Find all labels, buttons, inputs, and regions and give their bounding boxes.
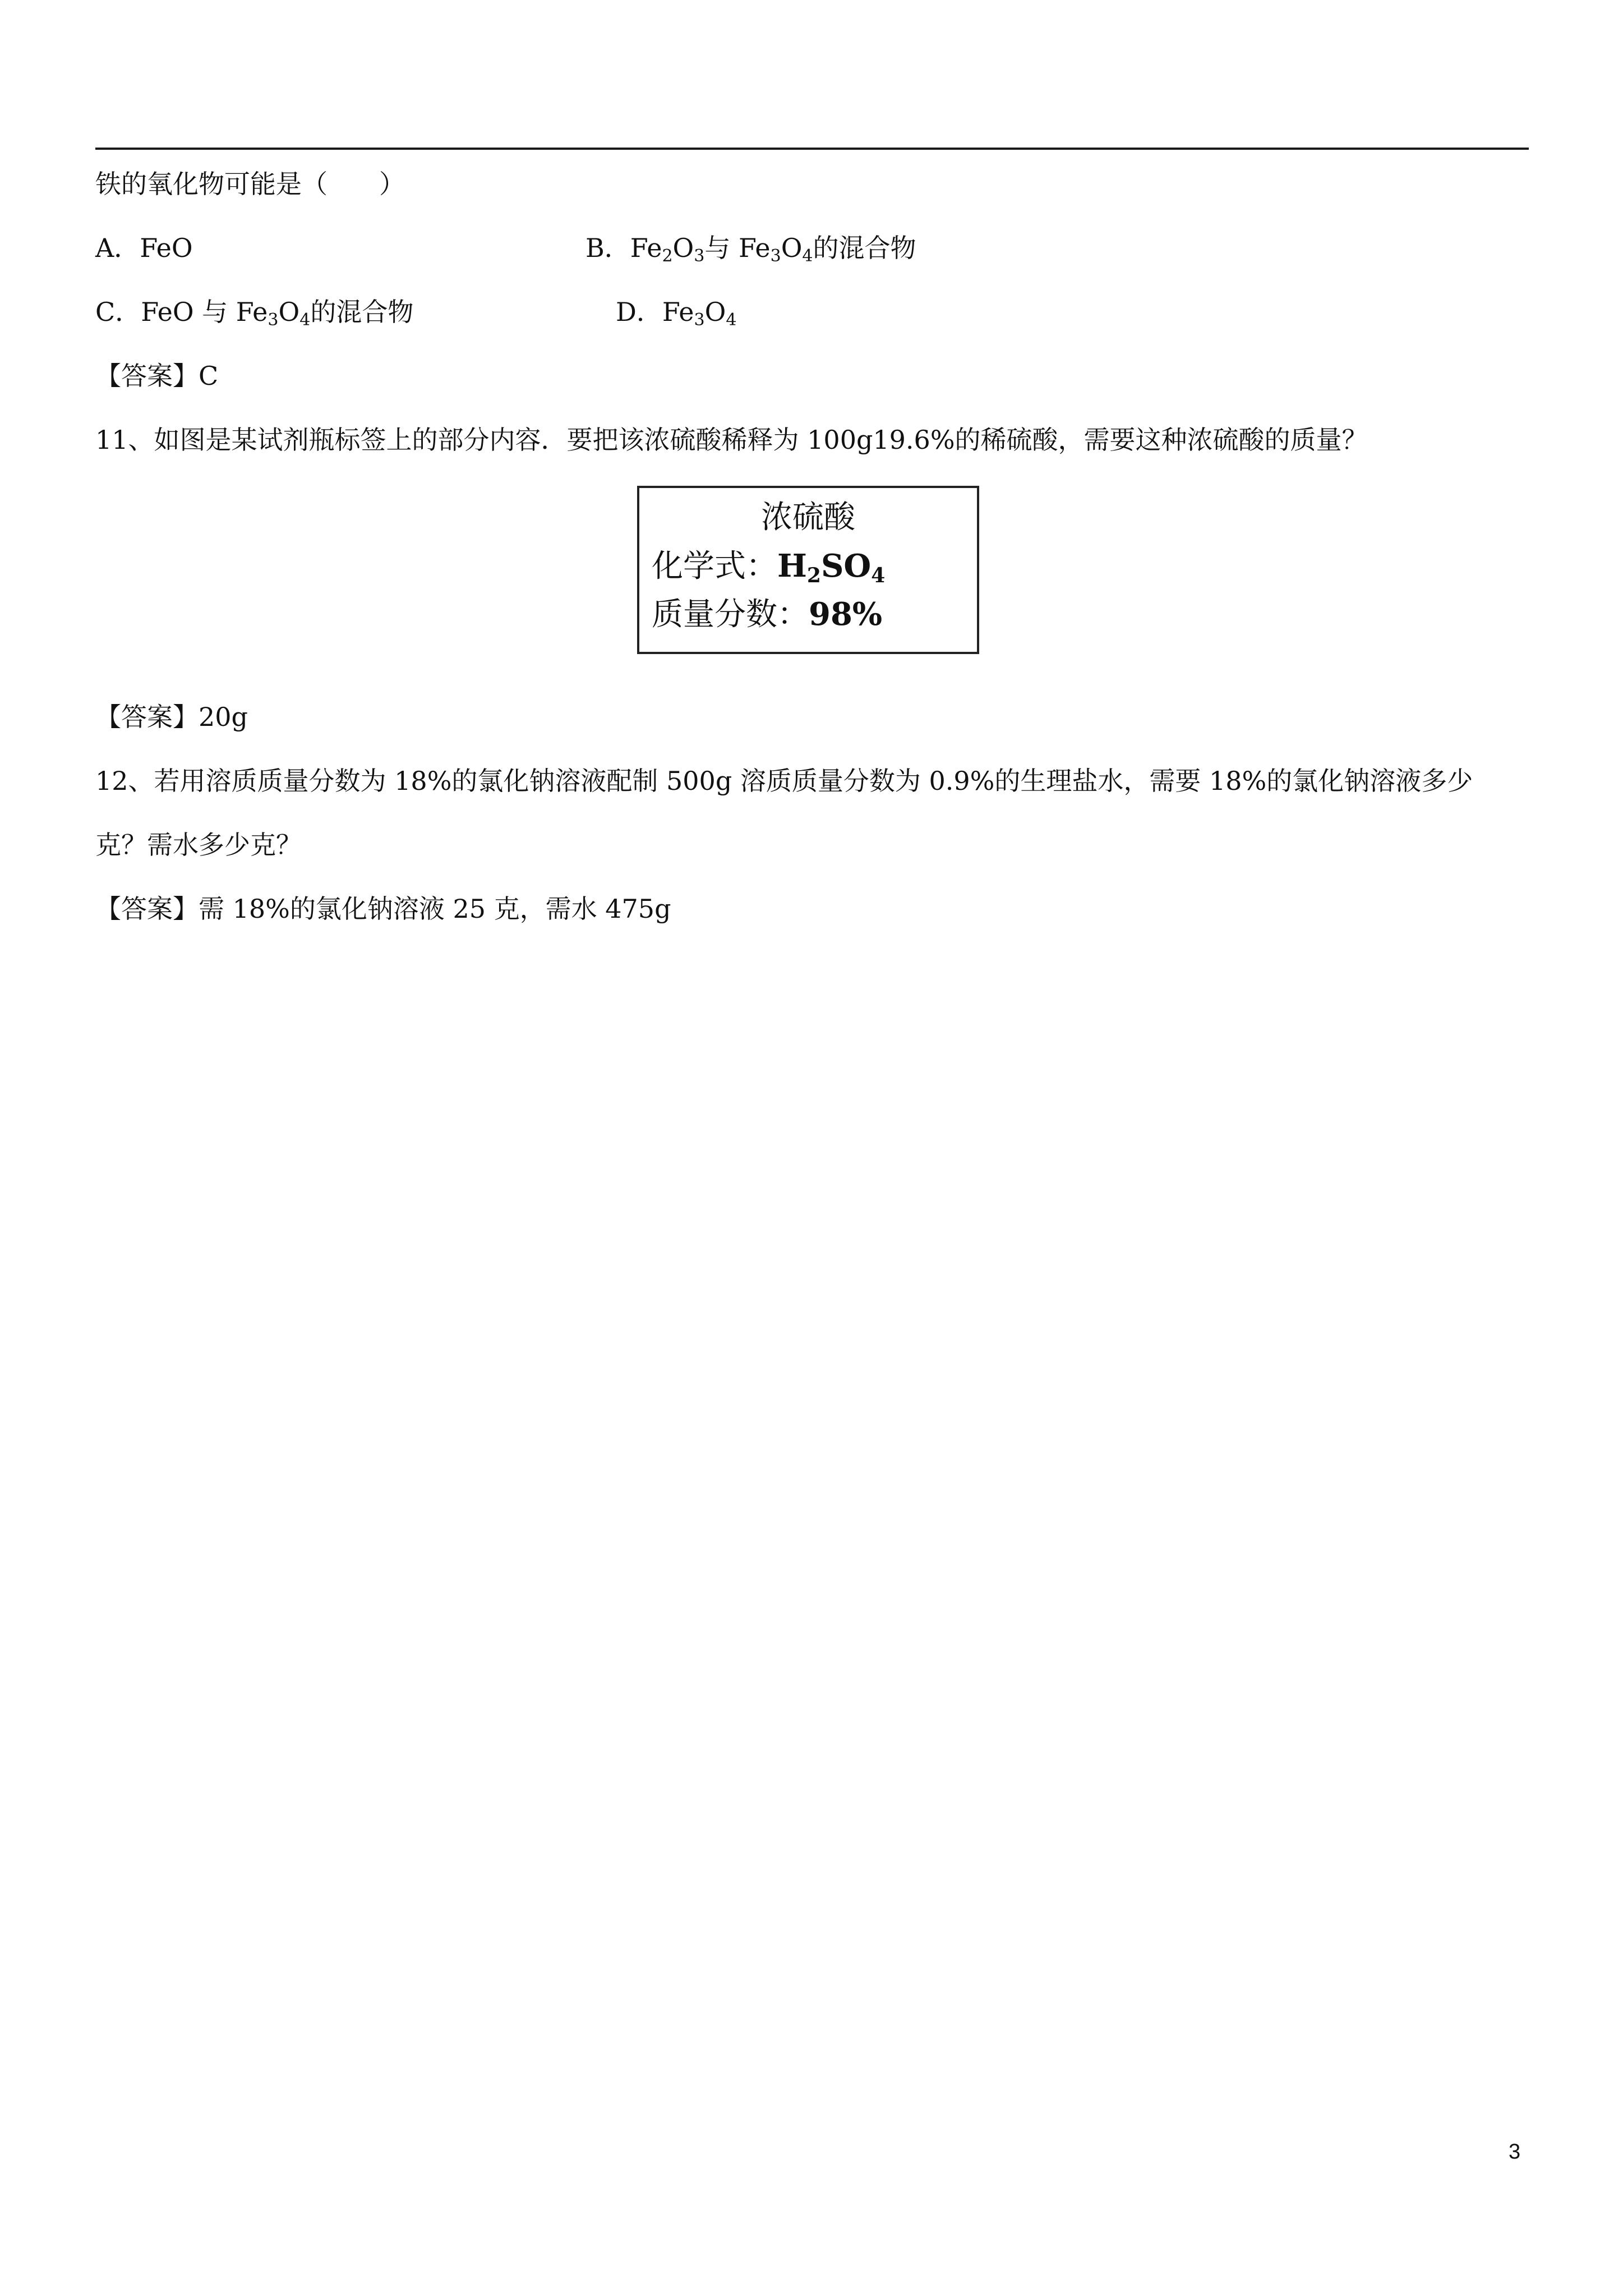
label-formula: $H_2SO_4$ (777, 547, 886, 587)
q12-answer: 【答案】需 18%的氯化钠溶液 25 克，需水 475g (95, 894, 671, 924)
page-number: 3 (1509, 2140, 1521, 2164)
q10-stem: 铁的氧化物可能是（ ） (95, 169, 405, 199)
q12-stem-line2: 克？需水多少克？ (95, 830, 302, 860)
q10-option-b: B．$Fe_2O_3$与 $Fe_3O_4$的混合物 (585, 233, 916, 266)
reagent-bottle-label (637, 486, 979, 654)
q10-answer: 【答案】C (95, 361, 219, 391)
q11-answer: 【答案】20g (95, 702, 248, 732)
q12-stem-line1: 12、若用溶质质量分数为 18%的氯化钠溶液配制 500g 溶质质量分数为 0.9%的生理盐水，需要 18%的氯化钠溶液多少 (95, 766, 1473, 796)
q11-stem: 11、如图是某试剂瓶标签上的部分内容．要把该浓硫酸稀释为 100g19.6%的稀硫酸，需要这种浓硫酸的质量？ (95, 425, 1368, 455)
q10-option-c: C．FeO 与 $Fe_3O_4$的混合物 (95, 297, 414, 330)
label-title: 浓硫酸 (761, 499, 855, 536)
label-fraction-row: 质量分数：98% (652, 596, 883, 633)
q10-option-d: D．$Fe_3O_4$ (616, 297, 737, 330)
label-formula-row: 化学式：$H_2SO_4$ (652, 547, 886, 587)
label-fraction-value: 98% (809, 596, 883, 633)
header-rule (95, 148, 1529, 150)
q10-option-a: A．FeO (95, 233, 193, 263)
